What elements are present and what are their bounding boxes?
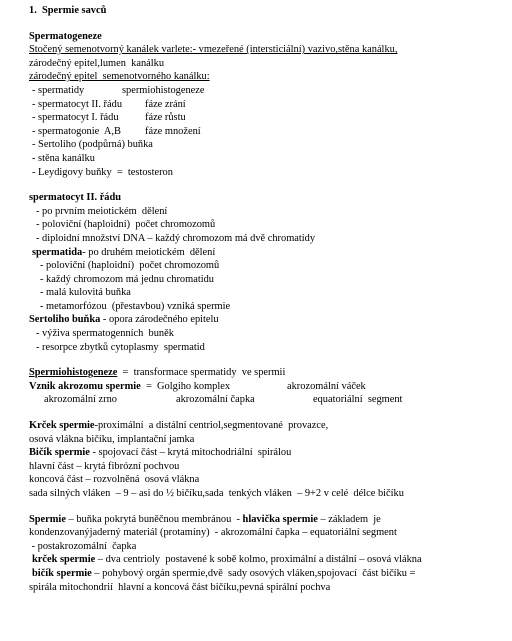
spermatida-line: spermatida- po druhém meiotickém dělení <box>32 246 216 258</box>
text-line: Stočený semenotvorný kanálek varlete:- vmezeřené (intersticiální) vazivo,stěna kanálku, <box>29 44 398 56</box>
list-item: - výživa spermatogenních buněk <box>36 328 174 340</box>
list-item: - spermatocyt II. řádu fáze zrání <box>32 98 186 110</box>
spermatocyt-heading: spermatocyt II. řádu <box>29 192 122 204</box>
list-item: - Sertoliho (podpůrná) buňka <box>32 139 153 151</box>
krcek-line: Krček spermie-proximální a distální centriol,segmentované provazce, <box>29 420 329 432</box>
text-line: kondenzovanýjaderný materiál (protamíny) - akrozomální čapka – equatoriální segment <box>29 527 397 539</box>
sertoli-line: Sertoliho buňka - opora zárodečného epitelu <box>29 314 219 326</box>
bicik-summary-line: bičík spermie – pohybový orgán spermie,dvě sady osových vláken,spojovací část bičíku = <box>32 567 416 579</box>
list-item: - poloviční (haploidní) počet chromozomů <box>40 260 220 272</box>
list-item: - resorpce zbytků cytoplasmy spermatid <box>36 341 205 353</box>
text-line: zárodečný epitel semenotvorného kanálku: <box>29 71 210 83</box>
akrozom-line: Vznik akrozomu spermie = Golgiho komplex akrozomální váček <box>29 380 366 392</box>
text-line: hlavní část – krytá fibrózní pochvou <box>29 460 180 472</box>
list-item: - diploidní množství DNA – každý chromozom má dvě chromatidy <box>36 232 316 244</box>
list-item: - metamorfózou (přestavbou) vzniká spermie <box>40 300 231 312</box>
spermatogeneze-heading: Spermatogeneze <box>29 30 102 42</box>
text-line: zárodečný epitel,lumen kanálku <box>29 57 165 69</box>
text-line: koncová část – rozvolněná osová vlákna <box>29 474 200 486</box>
text-line: osová vlákna bičíku, implantační jamka <box>29 433 195 445</box>
spermie-line: Spermie – buňka pokrytá buněčnou membránou - hlavička spermie – základem je <box>29 513 381 525</box>
list-item: - spermatocyt I. řádu fáze růstu <box>32 112 186 124</box>
text-line: spirála mitochondrií hlavní a koncová část bičíku,pevná spirální pochva <box>29 581 331 593</box>
list-item: - Leydigovy buňky = testosteron <box>32 166 173 178</box>
bicik-line: Bičík spermie - spojovací část – krytá mitochodriální spirálou <box>29 447 292 459</box>
list-item: - po prvním meiotickém dělení <box>36 205 168 217</box>
list-item: - stěna kanálku <box>32 152 95 164</box>
spermiohistogeneze-line: Spermiohistogeneze = transformace spermatidy ve spermii <box>29 367 286 379</box>
text-line: sada silných vláken – 9 – asi do ½ bičíku,sada tenkých vláken – 9+2 v celé délce bičíku <box>29 488 404 499</box>
list-item: - spermatogonie A,B fáze množení <box>32 125 201 137</box>
krcek-summary-line: krček spermie – dva centrioly postavené k sobě kolmo, proximální a distální – osová vlákna <box>32 554 422 566</box>
section-title: 1. Spermie savců <box>29 5 107 16</box>
akrozom-parts-line: akrozomální zrno akrozomální čapka equatoriální segment <box>44 394 403 406</box>
list-item: - malá kulovitá buňka <box>40 287 131 299</box>
list-item: - spermatidy spermiohistogeneze <box>32 84 205 96</box>
list-item: - poloviční (haploidní) počet chromozomů <box>36 219 216 231</box>
list-item: - každý chromozom má jednu chromatidu <box>40 273 214 285</box>
text-line: - postakrozomální čapka <box>29 540 137 552</box>
